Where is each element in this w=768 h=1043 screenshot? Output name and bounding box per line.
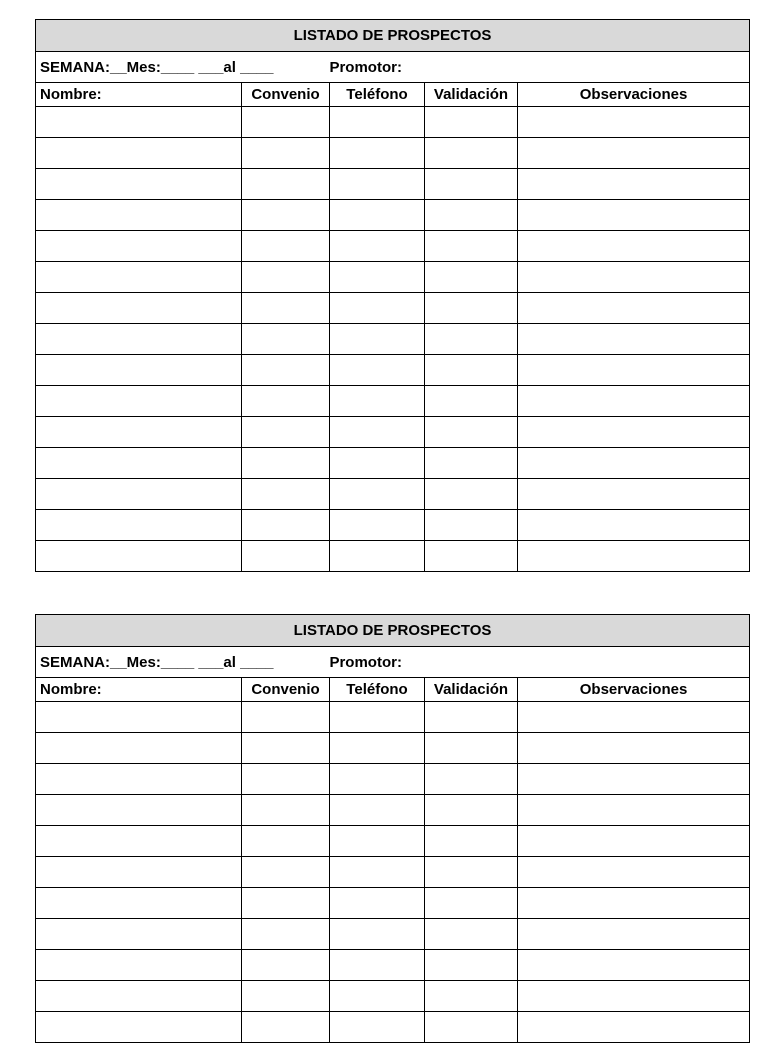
cell-nombre[interactable] [36,733,242,764]
cell-telefono[interactable] [330,826,425,857]
semana-mes-field: SEMANA:__Mes:____ ___al ____ [40,58,274,76]
cell-observaciones[interactable] [518,448,750,479]
cell-convenio[interactable] [242,950,330,981]
cell-validacion[interactable] [425,417,518,448]
header-row [36,83,750,107]
cell-observaciones[interactable] [518,1012,750,1043]
cell-telefono[interactable] [330,417,425,448]
cell-observaciones[interactable] [518,200,750,231]
meta-cell[interactable] [36,647,750,678]
cell-telefono[interactable] [330,1012,425,1043]
table-row [36,764,750,795]
table-row [36,888,750,919]
cell-convenio[interactable] [242,733,330,764]
cell-nombre[interactable] [36,262,242,293]
cell-nombre[interactable] [36,138,242,169]
cell-convenio[interactable] [242,200,330,231]
form-title: LISTADO DE PROSPECTOS [36,20,750,52]
column-header-nombre: Nombre: [36,678,242,702]
table-row [36,826,750,857]
cell-observaciones[interactable] [518,826,750,857]
cell-telefono[interactable] [330,479,425,510]
cell-convenio[interactable] [242,541,330,572]
form-title: LISTADO DE PROSPECTOS [36,615,750,647]
cell-convenio[interactable] [242,231,330,262]
cell-telefono[interactable] [330,541,425,572]
title-row [36,20,750,52]
cell-nombre[interactable] [36,764,242,795]
cell-validacion[interactable] [425,857,518,888]
cell-nombre[interactable] [36,857,242,888]
header-row [36,678,750,702]
cell-observaciones[interactable] [518,702,750,733]
cell-telefono[interactable] [330,857,425,888]
cell-validacion[interactable] [425,479,518,510]
cell-convenio[interactable] [242,919,330,950]
cell-telefono[interactable] [330,919,425,950]
cell-observaciones[interactable] [518,324,750,355]
cell-convenio[interactable] [242,826,330,857]
cell-observaciones[interactable] [518,479,750,510]
cell-validacion[interactable] [425,324,518,355]
cell-convenio[interactable] [242,510,330,541]
cell-observaciones[interactable] [518,355,750,386]
cell-nombre[interactable] [36,950,242,981]
cell-telefono[interactable] [330,324,425,355]
table-row [36,293,750,324]
table-row [36,510,750,541]
semana-mes-field: SEMANA:__Mes:____ ___al ____ [40,653,274,671]
cell-telefono[interactable] [330,386,425,417]
cell-convenio[interactable] [242,107,330,138]
cell-convenio[interactable] [242,262,330,293]
cell-nombre[interactable] [36,510,242,541]
cell-nombre[interactable] [36,417,242,448]
cell-validacion[interactable] [425,386,518,417]
cell-validacion[interactable] [425,919,518,950]
cell-observaciones[interactable] [518,107,750,138]
cell-convenio[interactable] [242,169,330,200]
table-row [36,1012,750,1043]
cell-convenio[interactable] [242,138,330,169]
cell-validacion[interactable] [425,510,518,541]
cell-convenio[interactable] [242,888,330,919]
cell-telefono[interactable] [330,510,425,541]
cell-nombre[interactable] [36,448,242,479]
cell-telefono[interactable] [330,231,425,262]
cell-telefono[interactable] [330,733,425,764]
promotor-label: Promotor: [329,58,402,76]
cell-convenio[interactable] [242,764,330,795]
cell-validacion[interactable] [425,293,518,324]
cell-nombre[interactable] [36,795,242,826]
cell-nombre[interactable] [36,1012,242,1043]
column-header-convenio: Convenio [242,678,330,702]
cell-convenio[interactable] [242,417,330,448]
cell-nombre[interactable] [36,541,242,572]
cell-validacion[interactable] [425,888,518,919]
table-row [36,355,750,386]
cell-validacion[interactable] [425,107,518,138]
cell-observaciones[interactable] [518,293,750,324]
cell-nombre[interactable] [36,479,242,510]
prospect-form-2 [35,614,749,1043]
cell-observaciones[interactable] [518,981,750,1012]
cell-nombre[interactable] [36,355,242,386]
cell-validacion[interactable] [425,200,518,231]
cell-convenio[interactable] [242,386,330,417]
cell-validacion[interactable] [425,950,518,981]
cell-nombre[interactable] [36,888,242,919]
cell-nombre[interactable] [36,107,242,138]
cell-nombre[interactable] [36,293,242,324]
cell-validacion[interactable] [425,981,518,1012]
cell-observaciones[interactable] [518,386,750,417]
cell-observaciones[interactable] [518,231,750,262]
cell-convenio[interactable] [242,355,330,386]
cell-nombre[interactable] [36,231,242,262]
meta-row [36,647,750,678]
meta-cell[interactable] [36,52,750,83]
cell-observaciones[interactable] [518,888,750,919]
table-row [36,981,750,1012]
cell-nombre[interactable] [36,324,242,355]
cell-convenio[interactable] [242,293,330,324]
table-row [36,231,750,262]
cell-nombre[interactable] [36,702,242,733]
cell-nombre[interactable] [36,826,242,857]
rows-body [36,107,750,572]
prospect-table [35,19,750,572]
table-row [36,541,750,572]
cell-validacion[interactable] [425,826,518,857]
column-header-telefono: Teléfono [330,83,425,107]
cell-telefono[interactable] [330,262,425,293]
cell-telefono[interactable] [330,795,425,826]
cell-observaciones[interactable] [518,733,750,764]
table-row [36,417,750,448]
cell-validacion[interactable] [425,138,518,169]
column-header-observaciones: Observaciones [518,83,750,107]
table-row [36,479,750,510]
column-header-validacion: Validación [425,678,518,702]
cell-convenio[interactable] [242,448,330,479]
cell-validacion[interactable] [425,448,518,479]
cell-validacion[interactable] [425,733,518,764]
cell-nombre[interactable] [36,981,242,1012]
table-row [36,262,750,293]
cell-observaciones[interactable] [518,857,750,888]
table-row [36,702,750,733]
cell-validacion[interactable] [425,764,518,795]
cell-convenio[interactable] [242,795,330,826]
cell-validacion[interactable] [425,1012,518,1043]
table-row [36,795,750,826]
cell-telefono[interactable] [330,138,425,169]
cell-telefono[interactable] [330,888,425,919]
cell-observaciones[interactable] [518,169,750,200]
cell-telefono[interactable] [330,950,425,981]
cell-nombre[interactable] [36,200,242,231]
table-row [36,169,750,200]
prospect-table [35,614,750,1043]
table-row [36,200,750,231]
cell-telefono[interactable] [330,169,425,200]
table-row [36,107,750,138]
column-header-validacion: Validación [425,83,518,107]
cell-telefono[interactable] [330,981,425,1012]
table-row [36,386,750,417]
column-header-convenio: Convenio [242,83,330,107]
cell-convenio[interactable] [242,857,330,888]
cell-observaciones[interactable] [518,138,750,169]
cell-nombre[interactable] [36,919,242,950]
cell-validacion[interactable] [425,702,518,733]
meta-row [36,52,750,83]
cell-nombre[interactable] [36,386,242,417]
cell-validacion[interactable] [425,541,518,572]
cell-observaciones[interactable] [518,541,750,572]
table-row [36,324,750,355]
table-row [36,950,750,981]
cell-telefono[interactable] [330,448,425,479]
cell-validacion[interactable] [425,169,518,200]
table-row [36,138,750,169]
cell-telefono[interactable] [330,107,425,138]
cell-telefono[interactable] [330,200,425,231]
rows-body [36,702,750,1043]
cell-observaciones[interactable] [518,764,750,795]
cell-observaciones[interactable] [518,510,750,541]
cell-telefono[interactable] [330,293,425,324]
column-header-observaciones: Observaciones [518,678,750,702]
cell-convenio[interactable] [242,1012,330,1043]
cell-observaciones[interactable] [518,417,750,448]
prospect-form-1 [35,19,749,572]
cell-convenio[interactable] [242,479,330,510]
cell-telefono[interactable] [330,702,425,733]
cell-observaciones[interactable] [518,919,750,950]
cell-observaciones[interactable] [518,950,750,981]
table-row [36,919,750,950]
cell-convenio[interactable] [242,981,330,1012]
table-row [36,733,750,764]
cell-convenio[interactable] [242,324,330,355]
cell-validacion[interactable] [425,355,518,386]
table-row [36,448,750,479]
cell-telefono[interactable] [330,355,425,386]
cell-observaciones[interactable] [518,262,750,293]
cell-validacion[interactable] [425,231,518,262]
column-header-nombre: Nombre: [36,83,242,107]
cell-convenio[interactable] [242,702,330,733]
cell-nombre[interactable] [36,169,242,200]
cell-validacion[interactable] [425,795,518,826]
promotor-label: Promotor: [329,653,402,671]
cell-observaciones[interactable] [518,795,750,826]
table-row [36,857,750,888]
cell-telefono[interactable] [330,764,425,795]
column-header-telefono: Teléfono [330,678,425,702]
title-row [36,615,750,647]
cell-validacion[interactable] [425,262,518,293]
